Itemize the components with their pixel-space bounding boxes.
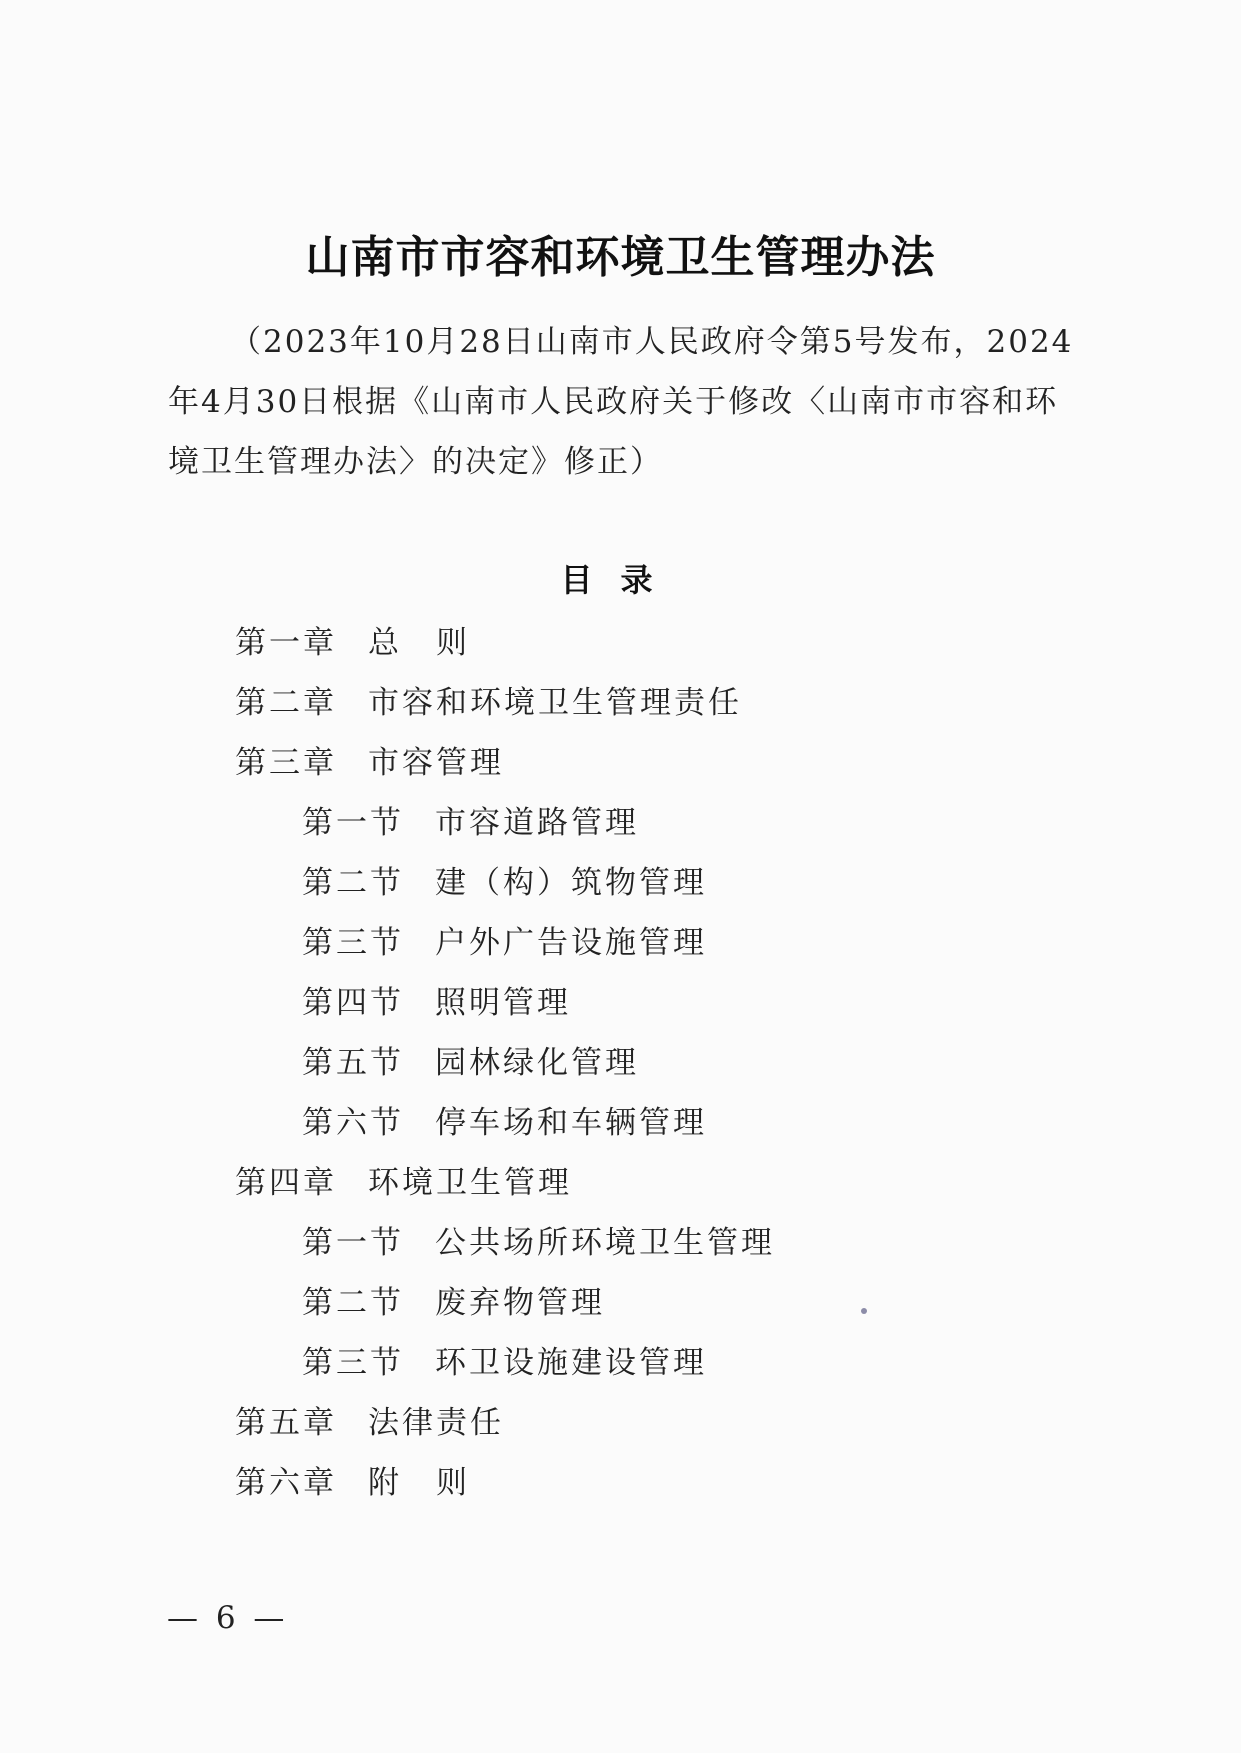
toc-heading: 目录 [560,561,681,599]
toc-entry-title: 废弃物管理 [435,1285,605,1321]
toc-entry-title: 法律责任 [368,1405,504,1441]
toc-entry-number: 第四章 [235,1165,337,1201]
toc-entry-section-4-3 [0,1333,1241,1393]
page-number: — 6 — [167,1600,289,1636]
toc-entry-title: 建（构）筑物管理 [435,865,707,901]
toc-entry-number: 第一节 [302,805,404,841]
toc-entry-number: 第一节 [302,1225,404,1261]
toc-entry-section-3-2 [0,853,1241,913]
toc-entry-title: 市容和环境卫生管理责任 [368,685,742,721]
toc-entry-number: 第三节 [302,925,404,961]
toc-entry-section-3-5 [0,1033,1241,1093]
document-subtitle: （2023年10月28日山南市人民政府令第5号发布，2024年4月30日根据《山南市人民政府关于修改〈山南市市容和环境卫生管理办法〉的决定》修正） [168,324,1074,480]
toc-entry-section-3-3 [0,913,1241,973]
toc-entry-title: 环境卫生管理 [368,1165,572,1201]
toc-entry-chapter-2 [0,673,1241,733]
toc-entry-number: 第四节 [302,985,404,1021]
toc-entry-number: 第二章 [235,685,337,721]
toc-entry-title: 附 则 [368,1465,470,1501]
toc-entry-chapter-6 [0,1453,1241,1513]
toc-entry-title: 公共场所环境卫生管理 [435,1225,775,1261]
toc-entry-title: 环卫设施建设管理 [435,1345,707,1381]
toc-entry-title: 园林绿化管理 [435,1045,639,1081]
toc-entry-title: 市容管理 [368,745,504,781]
toc-entry-title: 照明管理 [435,985,571,1021]
toc-entry-section-3-6 [0,1093,1241,1153]
toc-entry-number: 第二节 [302,1285,404,1321]
toc-entry-number: 第五章 [235,1405,337,1441]
toc-entry-chapter-5 [0,1393,1241,1453]
toc-entry-number: 第三章 [235,745,337,781]
toc-entry-number: 第三节 [302,1345,404,1381]
toc-entry-number: 第一章 [235,625,337,661]
document-title: 山南市市容和环境卫生管理办法 [305,232,936,283]
toc-entry-title: 户外广告设施管理 [435,925,707,961]
toc-entry-title: 市容道路管理 [435,805,639,841]
toc-entry-section-3-4 [0,973,1241,1033]
toc-entry-section-4-1 [0,1213,1241,1273]
toc-entry-number: 第六节 [302,1105,404,1141]
toc-entry-section-4-2 [0,1273,1241,1333]
toc-entry-chapter-4 [0,1153,1241,1213]
toc-entry-chapter-1 [0,613,1241,673]
toc-entry-number: 第五节 [302,1045,404,1081]
toc-entry-chapter-3 [0,733,1241,793]
toc-entry-title: 总 则 [368,625,470,661]
scan-speck [861,1308,867,1314]
toc-entry-title: 停车场和车辆管理 [435,1105,707,1141]
table-of-contents [0,613,1241,1513]
toc-entry-section-3-1 [0,793,1241,853]
toc-entry-number: 第二节 [302,865,404,901]
toc-entry-number: 第六章 [235,1465,337,1501]
